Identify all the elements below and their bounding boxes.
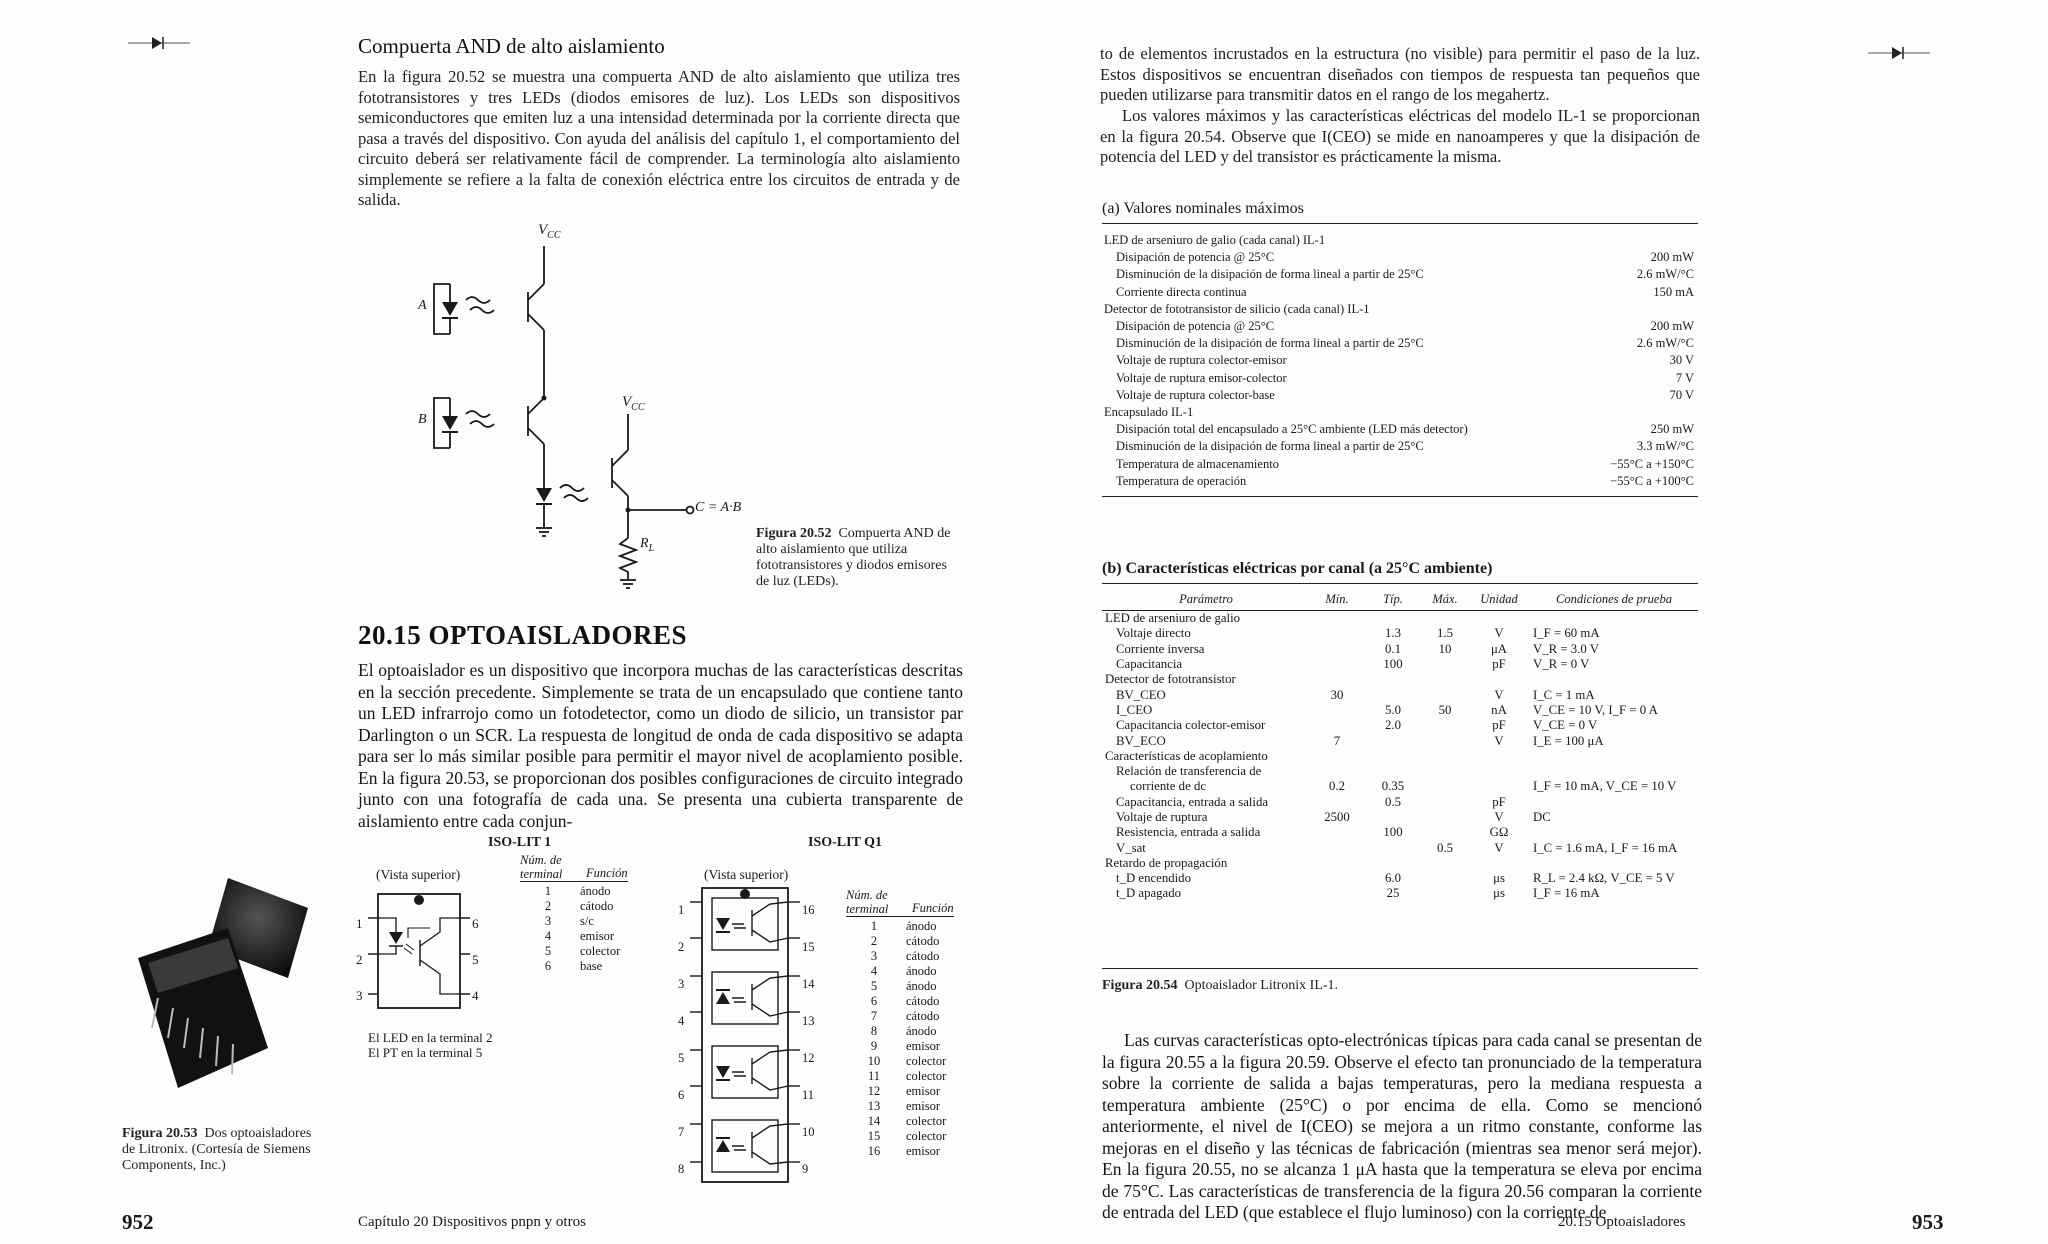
table-row: t_D encendido 6.0 μs R_L = 2.4 kΩ, V_CE = 5 V <box>1116 871 1675 886</box>
optoisolator-heading: 20.15 OPTOAISLADORES <box>358 620 688 650</box>
table-row: Voltaje de ruptura colector-base 70 V <box>1116 387 1694 402</box>
pin-row: 6 cátodo <box>870 994 940 1008</box>
figure-20-54-caption: Figura 20.54 Optoaislador Litronix IL-1. <box>1102 978 1339 993</box>
il1-intro-paragraph: Los valores máximos y las características eléctricas del modelo IL-1 se proporcionan en la figura 20.54. Observe que I(CEO) se mide en nanoamperes y que la disipación de potencia del LED y del transistor es prácticamente la misma. <box>1100 106 1700 166</box>
table-row: t_D apagado 25 μs I_F = 16 mA <box>1116 886 1600 901</box>
table-row: corriente de dc 0.2 0.35 I_F = 10 mA, V_CE = 10 V <box>1130 779 1677 794</box>
optoisolator-photo <box>118 858 318 1108</box>
iso-lit-1-title: ISO-LIT 1 <box>488 835 552 850</box>
table-row: V_sat 0.5 V I_C = 1.6 mA, I_F = 16 mA <box>1116 840 1678 855</box>
pin-row: 1 ánodo <box>870 919 937 933</box>
input-a-label: A <box>418 298 427 313</box>
table-row: Disipación de potencia @ 25°C 200 mW <box>1116 319 1694 334</box>
pin-row: 9 emisor <box>870 1039 941 1053</box>
iso-lit-q1-view: (Vista superior) <box>704 867 789 882</box>
table-row: Temperatura de almacenamiento −55°C a +150°C <box>1116 456 1694 471</box>
table-row: Temperatura de operación −55°C a +100°C <box>1116 473 1694 488</box>
vcc-top-label: $V_{CC}$ <box>538 222 561 241</box>
pin-row: 15 colector <box>867 1129 947 1143</box>
table-row: Voltaje de ruptura 2500 V DC <box>1116 810 1551 824</box>
table-row: Disipación total del encapsulado a 25°C ambiente (LED más detector) 250 mW <box>1116 422 1694 437</box>
continued-paragraph: to de elementos incrustados en la estructura (no visible) para permitir el paso de la luz. Estos dispositivos se encuentran diseñados con tiempos de respuesta tan pequeños que pueden utilizarse para transmitir datos en el rango de los megahertz. <box>1100 44 1700 104</box>
iso-lit-1-view: (Vista superior) <box>376 867 461 882</box>
iso-lit-q1-pins-right: 16 15 14 13 12 11 10 9 <box>802 903 815 1176</box>
table-row: BV_CEO 30 V I_C = 1 mA <box>1116 687 1595 702</box>
intro-paragraph: En la figura 20.52 se muestra una compuerta AND de alto aislamiento que utiliza tres fototransistores y tres LEDs (diodos emisores de luz). Los LEDs son dispositivos semiconductores que emiten luz a una intensidad determinada por la corriente directa que pasa a través del dispositivo. Con ayuda del análisis del capítulo 1, el comportamiento del circuito deberá ser relativamente fácil de comprender. La terminología alto aislamiento simplemente se refiere a la falta de conexión eléctrica entre los circuitos de entrada y de salida. <box>358 67 960 209</box>
pin-row: 4 ánodo <box>870 964 937 978</box>
table-row: Disminución de la disipación de forma lineal a partir de 25°C 3.3 mW/°C <box>1116 439 1694 454</box>
table-b-bottom-rule <box>1102 968 1698 969</box>
table-row: Resistencia, entrada a salida 100 GΩ <box>1116 825 1509 840</box>
table-a-rule <box>1102 223 1698 224</box>
table-row: Voltaje de ruptura emisor-colector 7 V <box>1116 370 1694 385</box>
curves-paragraph: Las curvas características opto-electrónicas típicas para cada canal se presentan de la figura 20.55 a la figura 20.59. Observe el efecto tan pronunciado de la temperatura sobre la corriente de salida a bajas temperaturas, pero la mediana respuesta a temperatura ambiente (25°C) o por encima de ella. Como se mencionó anteriormente, el nivel de I(CEO) se mejora a un ritmo constante, conforme las mejoras en el diseño y las técnicas de fabricación (mientras sea menor será mejor). En la figura 20.55, no se alcanza 1 μA hasta que la temperatura se eleva por encima de 75°C. Las características de transferencia de la figura 20.56 comparan la corriente de entrada del LED (que establece el flujo luminoso) con la corriente de <box>1102 1030 1702 1222</box>
table-row: Detector de fototransistor de silicio (cada canal) IL-1 <box>1104 301 1370 316</box>
iso-lit-1-pin-table: Núm. de terminal Función 1 ánodo 2 cátodo 3 s/c 4 emisor 5 colector 6 base <box>520 853 628 973</box>
table-a-title: (a) Valores nominales máximos <box>1102 200 1304 217</box>
table-row: Relación de transferencia de <box>1116 764 1262 779</box>
diode-symbol-icon <box>128 34 190 52</box>
table-b <box>1102 588 1698 902</box>
pin-row: 11 colector <box>867 1069 947 1083</box>
iso-lit-1-notes: El LED en la terminal 2 El PT en la terminal 5 <box>368 1030 493 1060</box>
table-a-bottom-rule <box>1102 496 1698 497</box>
col-unidad: Unidad <box>1468 588 1530 611</box>
col-parametro: Parámetro <box>1102 588 1310 611</box>
table-row: Voltaje directo 1.3 1.5 V I_F = 60 mA <box>1116 626 1600 641</box>
iso-lit-q1-package-diagram <box>690 884 804 1186</box>
pin-row: 10 colector <box>867 1054 947 1068</box>
table-row: Disminución de la disipación de forma lineal a partir de 25°C 2.6 mW/°C <box>1116 336 1694 351</box>
pin-row: 7 cátodo <box>870 1009 940 1023</box>
output-label: C = A·B <box>695 500 742 515</box>
col-tip: Típ. <box>1364 588 1422 611</box>
table-row: Capacitancia, entrada a salida 0.5 pF <box>1116 794 1506 809</box>
pin-row: 14 colector <box>867 1114 947 1128</box>
iso-lit-1-package-diagram <box>368 888 472 1014</box>
table-row: BV_ECO 7 V I_E = 100 μA <box>1116 733 1604 748</box>
col-max: Máx. <box>1422 588 1468 611</box>
right-page <box>1010 0 2048 1244</box>
pin-row: 16 emisor <box>867 1144 941 1158</box>
table-row: Capacitancia 100 pF V_R = 0 V <box>1116 657 1590 672</box>
left-page <box>0 0 1010 1244</box>
table-row: Disminución de la disipación de forma lineal a partir de 25°C 2.6 mW/°C <box>1116 267 1694 282</box>
figure-20-53-caption: Figura 20.53 Dos optoaisladores de Litronix. (Cortesía de Siemens Components, Inc.) <box>122 1126 312 1173</box>
vcc-right-label: $V_{CC}$ <box>622 394 645 413</box>
input-b-label: B <box>418 412 427 427</box>
and-gate-circuit-diagram <box>420 218 740 590</box>
table-row: LED de arseniuro de galio <box>1105 611 1241 626</box>
right-footer: 20.15 Optoaisladores <box>1558 1214 1686 1230</box>
table-b-title: (b) Características eléctricas por canal (a 25°C ambiente) <box>1102 560 1493 577</box>
pin-row: 2 cátodo <box>870 934 940 948</box>
pin-row: 13 emisor <box>867 1099 941 1113</box>
pin-row: 8 ánodo <box>870 1024 937 1038</box>
iso-lit-q1-title: ISO-LIT Q1 <box>808 835 883 850</box>
table-row: Encapsulado IL-1 <box>1104 404 1194 419</box>
optoisolator-paragraph: El optoaislador es un dispositivo que incorpora muchas de las características descritas en la sección precedente. Simplemente se trata de un encapsulado que contiene tanto un LED infrarrojo como un fotodetector, como un diodo de silicio, un transistor par Darlington o un SCR. La respuesta de longitud de onda de cada dispositivo se adapta para ser lo más similar posible para permitir el mayor nivel de acoplamiento posible. En la figura 20.53, se proporcionan dos posibles configuraciones de circuito integrado junto con una fotografía de cada una. Se presenta una cubierta transparente de aislamiento entre cada conjun- <box>358 660 963 831</box>
table-row: Retardo de propagación <box>1105 855 1228 870</box>
pin-row: 5 ánodo <box>870 979 937 993</box>
diode-symbol-icon <box>1868 44 1930 62</box>
table-b-rule <box>1102 583 1698 584</box>
table-row: Voltaje de ruptura colector-emisor 30 V <box>1116 353 1694 368</box>
rl-label: $R_L$ <box>640 536 655 554</box>
iso-lit-q1-pin-table: Núm. de terminal Función 1 ánodo 2 cátodo 3 cátodo 4 ánodo 5 ánodo 6 cátodo 7 cátodo 8 ánodo 9 emisor 10 colector 11 colector 12 emisor 13 emisor 14 colector 15 colector 16 emisor <box>846 888 954 1158</box>
table-row: Características de acoplamiento <box>1105 748 1268 763</box>
col-min: Mín. <box>1310 588 1364 611</box>
table-a <box>1102 232 1696 490</box>
table-row: I_CEO 5.0 50 nA V_CE = 10 V, I_F = 0 A <box>1116 702 1658 717</box>
table-row: Corriente directa continua 150 mA <box>1116 284 1694 299</box>
iso-lit-1-pins-left: 1 2 3 <box>356 916 363 1003</box>
pin-row: 12 emisor <box>867 1084 941 1098</box>
iso-lit-q1-pins-left: 1 2 3 4 5 6 7 8 <box>678 903 685 1176</box>
pin-row: 3 cátodo <box>870 949 940 963</box>
table-row: Corriente inversa 0.1 10 μA V_R = 3.0 V <box>1116 641 1599 656</box>
figure-20-52-caption: Figura 20.52 Compuerta AND de alto aislamiento que utiliza fototransistores y diodos emisores de luz (LEDs). <box>756 526 951 589</box>
col-condiciones: Condiciones de prueba <box>1530 588 1698 611</box>
table-row: LED de arseniuro de galio (cada canal) IL-1 <box>1104 233 1326 248</box>
page-number-right: 953 <box>1912 1210 1944 1234</box>
left-footer: Capítulo 20 Dispositivos pnpn y otros <box>358 1214 586 1230</box>
section-title: Compuerta AND de alto aislamiento <box>358 34 665 58</box>
page-number-left: 952 <box>122 1210 154 1234</box>
table-row: Capacitancia colector-emisor 2.0 pF V_CE = 0 V <box>1116 718 1598 733</box>
table-row: Detector de fototransistor <box>1105 672 1236 687</box>
iso-lit-1-pins-right: 6 5 4 <box>472 916 479 1003</box>
table-row: Disipación de potencia @ 25°C 200 mW <box>1116 250 1694 265</box>
